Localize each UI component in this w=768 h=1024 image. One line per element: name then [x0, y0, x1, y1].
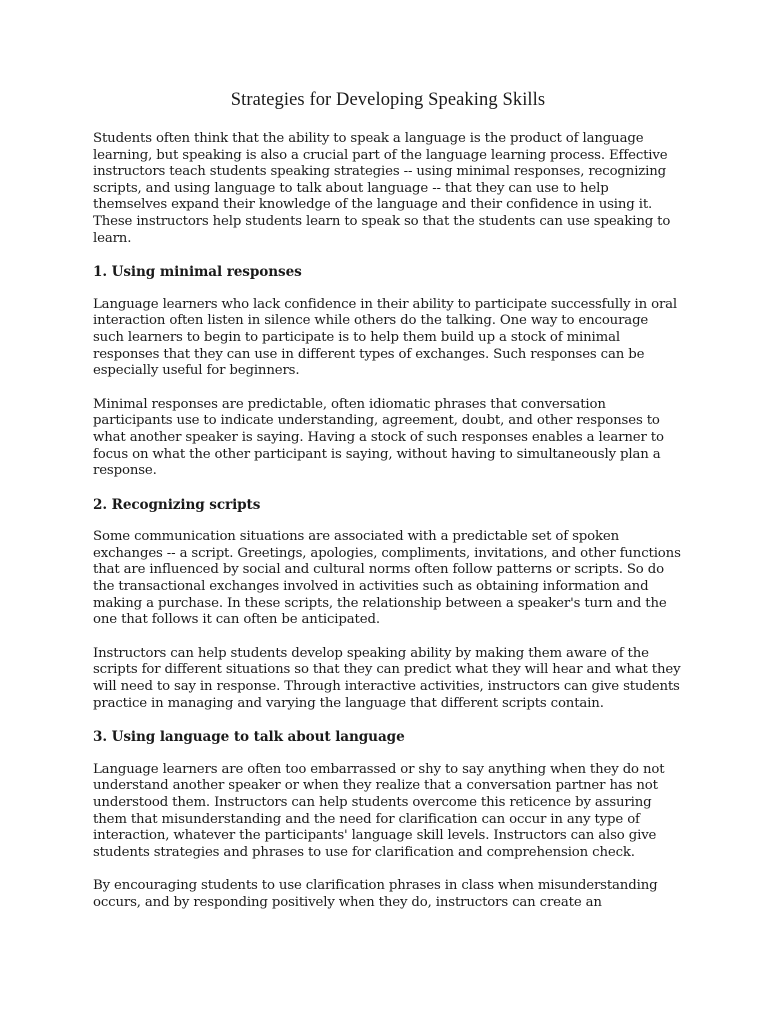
section-paragraph: Language learners are often too embarrassed or shy to say anything when they do not understand another speaker or when they realize that a conversation partner has not understood them. Instructors can help students overcome this reticence by assuring them that misunderstanding and the need for clarification can occur in any type of interaction, whatever the participants' language skill levels. Instructors can also give students strategies and phrases to use for clarification and comprehension check. — [93, 761, 665, 860]
intro-paragraph: Students often think that the ability to speak a language is the product of language learning, but speaking is also a crucial part of the language learning process. Effective instructors teach students speaking strategies -- using minimal responses, recognizing scripts, and using language to talk about language -- that they can use to help themselves expand their knowledge of the language and their confidence in using it. These instructors help students learn to speak so that the students can use speaking to learn. — [93, 131, 671, 246]
document-page — [93, 90, 683, 929]
section-paragraph: Language learners who lack confidence in their ability to participate successfully in oral interaction often listen in silence while others do the talking. One way to encourage such learners to begin to participate is to help them build up a stock of minimal responses that they can use in different types of exchanges. Such responses can be especially useful for beginners. — [93, 296, 678, 379]
section-paragraph: Minimal responses are predictable, often idiomatic phrases that conversation participants use to indicate understanding, agreement, doubt, and other responses to what another speaker is saying. Having a stock of such responses enables a learner to focus on what the other participant is saying, without having to simultaneously plan a response. — [93, 396, 664, 479]
section-talk-about-language — [93, 729, 683, 911]
section-heading: 3. Using language to talk about language — [93, 729, 405, 746]
document-title: Strategies for Developing Speaking Skills — [230, 90, 546, 110]
section-heading: 1. Using minimal responses — [93, 264, 302, 281]
section-paragraph: Instructors can help students develop speaking ability by making them aware of the scripts for different situations so that they can predict what they will hear and what they will need to say in response. Through interactive activities, instructors can give students practice in managing and varying the language that different scripts contain. — [93, 645, 681, 711]
section-paragraph: By encouraging students to use clarification phrases in class when misunderstanding occurs, and by responding positively when they do, instructors can create an — [93, 878, 658, 910]
section-recognizing-scripts — [93, 497, 683, 713]
section-heading: 2. Recognizing scripts — [93, 496, 261, 513]
section-paragraph: Some communication situations are associated with a predictable set of spoken exchanges -- a script. Greetings, apologies, compliments, invitations, and other functions that are influenced by social and cultural norms often follow patterns or scripts. So do the transactional exchanges involved in activities such as obtaining information and making a purchase. In these scripts, the relationship between a speaker's turn and the one that follows it can often be anticipated. — [93, 529, 681, 628]
section-minimal-responses — [93, 264, 683, 480]
